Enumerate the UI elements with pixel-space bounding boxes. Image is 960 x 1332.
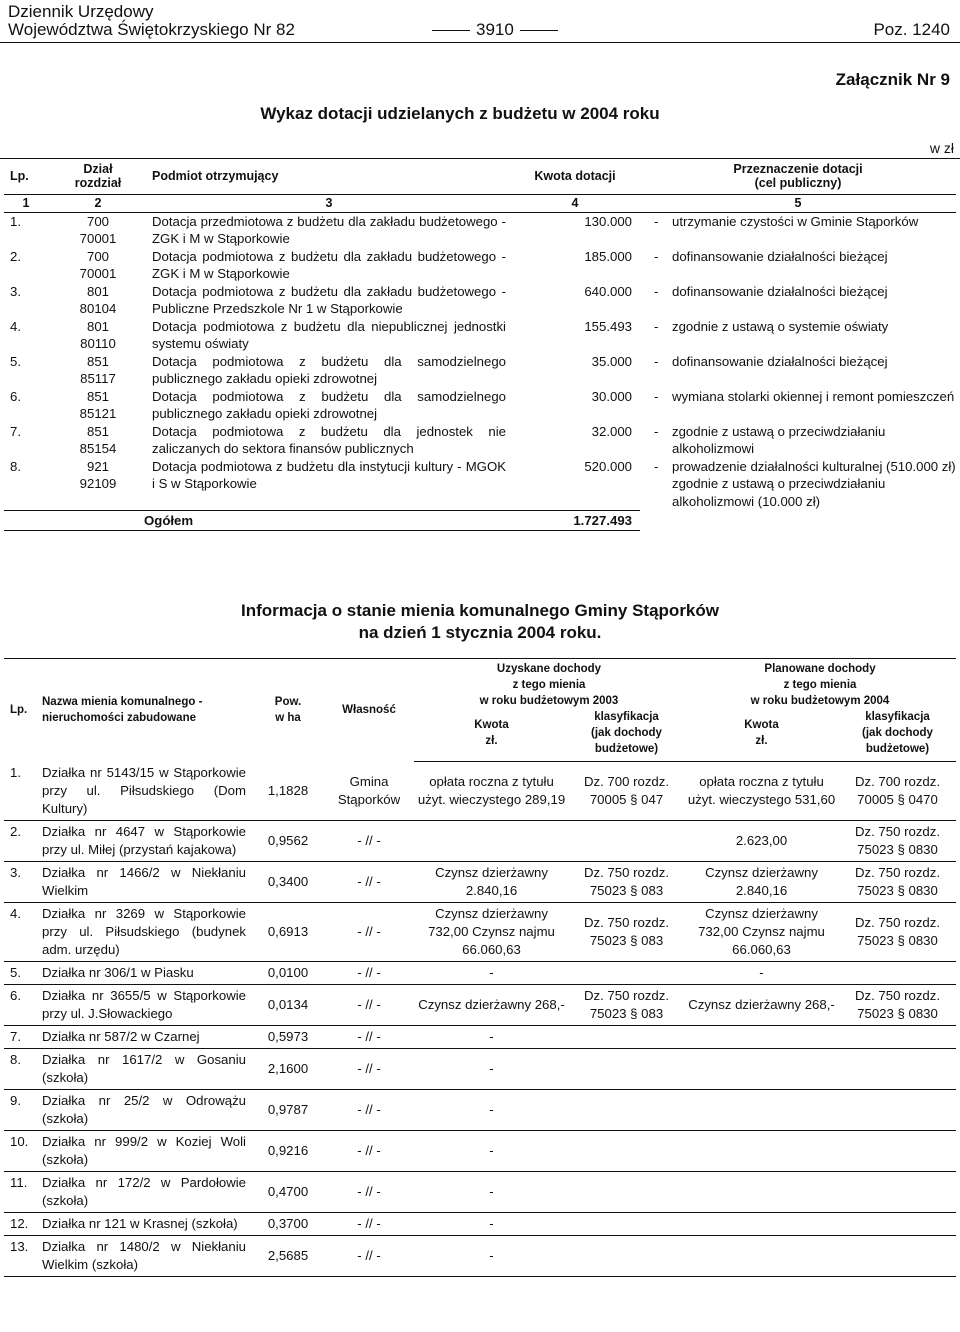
- property-ownership: - // -: [357, 1028, 381, 1044]
- property-class-2004: Dz. 750 rozdz. 75023 § 0830: [854, 864, 941, 898]
- grant-rozdzial-code: 85121: [79, 406, 117, 421]
- property-class-2003: Dz. 700 rozdz. 70005 § 047: [583, 773, 670, 807]
- grant-dzial: [48, 283, 148, 318]
- property-row: [4, 1089, 956, 1130]
- col2-p-kwota-line1: Kwota: [744, 719, 779, 731]
- grant-row: [4, 388, 956, 423]
- grant-podmiot: Dotacja podmiotowa z budżetu dla zakładu budżetowego - Publiczne Przedszkole Nr 1 w Stąporkowie: [152, 283, 506, 316]
- grant-podmiot: Dotacja przedmiotowa z budżetu dla zakładu budżetowego - ZGK i M w Stąporkowie: [152, 213, 506, 246]
- grant-rozdzial-code: 85117: [80, 371, 116, 386]
- col2-plan-line2: z tego mienia: [783, 679, 857, 691]
- property-class-2004: [839, 1048, 956, 1089]
- grant-lp: 5.: [10, 353, 21, 369]
- col2-nazwa-line2: nieruchomości zabudowane: [42, 712, 196, 725]
- grant-dzial: [48, 212, 148, 248]
- grant-cel-text: prowadzenie działalności kulturalnej (510.000 zł) zgodnie z ustawą o przeciwdziałaniu alkoholizmowi (10.000 zł): [672, 458, 956, 509]
- grant-cel-text: dofinansowanie działalności bieżącej: [672, 353, 888, 369]
- col-przezn-line1: Przeznaczenie dotacji: [733, 161, 863, 176]
- property-class-2003: Dz. 750 rozdz. 75023 § 083: [583, 987, 670, 1021]
- property-name: Działka nr 121 w Krasnej (szkoła): [42, 1215, 238, 1231]
- grant-podmiot: Dotacja podmiotowa z budżetu dla jednostek nie zaliczanych do sektora finansów publicznych: [152, 423, 506, 456]
- property-income-2004: -: [759, 964, 764, 980]
- grants-header-row: [4, 158, 956, 194]
- grant-cel-item: [654, 213, 956, 231]
- grants-table: [4, 158, 956, 531]
- grants-total-row: [4, 510, 956, 530]
- grant-cel-item: [654, 423, 956, 458]
- col2-pow: [252, 659, 324, 762]
- grant-dzial-code: 851: [86, 388, 109, 404]
- property-lp: 9.: [10, 1092, 21, 1108]
- property-lp: 6.: [10, 987, 21, 1003]
- grant-lp: 7.: [10, 423, 21, 439]
- property-ownership: - // -: [357, 923, 381, 939]
- property-class-2003: Dz. 750 rozdz. 75023 § 083: [583, 864, 670, 898]
- grant-row: [4, 318, 956, 353]
- grant-dzial-code: 851: [86, 353, 109, 369]
- property-lp: 5.: [10, 964, 21, 980]
- property-title-line2: na dzień 1 stycznia 2004 roku.: [358, 623, 602, 642]
- property-row: [4, 1048, 956, 1089]
- property-class-2003: [569, 1089, 684, 1130]
- grant-cel-dash: -: [654, 423, 659, 439]
- property-lp: 7.: [10, 1028, 21, 1044]
- grant-cel-item: [654, 318, 956, 336]
- property-area: 0,3400: [267, 873, 309, 889]
- grant-row: [4, 212, 956, 248]
- currency-note: w zł: [929, 140, 954, 156]
- grant-cel-text: dofinansowanie działalności bieżącej: [672, 283, 888, 299]
- grant-kwota: 155.493: [584, 318, 632, 334]
- grant-cel-dash: -: [654, 458, 659, 474]
- property-class-2004: Dz. 700 rozdz. 70005 § 0470: [854, 773, 941, 807]
- property-lp: 8.: [10, 1051, 21, 1067]
- property-ownership: - // -: [357, 1060, 381, 1076]
- property-title: [0, 600, 960, 644]
- property-income-2003: Czynsz dzierżawny 732,00 Czynsz najmu 66.060,63: [428, 905, 555, 957]
- col2-pow-line2: w ha: [275, 712, 301, 725]
- property-ownership: - // -: [357, 1101, 381, 1117]
- property-income-2003: opłata roczna z tytułu użyt. wieczystego 289,19: [417, 773, 566, 807]
- grant-cel: [640, 212, 956, 248]
- property-name: Działka nr 1466/2 w Niekłaniu Wielkim: [42, 864, 246, 898]
- col2-p-klas: [839, 709, 956, 762]
- property-class-2003: [569, 820, 684, 861]
- property-name: Działka nr 999/2 w Koziej Woli (szkoła): [42, 1133, 246, 1167]
- property-income-2003: [414, 820, 569, 861]
- property-lp: 4.: [10, 905, 21, 921]
- col2-uzysk-line1: Uzyskane dochody: [496, 663, 602, 675]
- grant-cel: [640, 318, 956, 353]
- grant-dzial-code: 801: [86, 283, 109, 299]
- col2-plan-line1: Planowane dochody: [764, 663, 876, 675]
- property-income-2004: Czynsz dzierżawny 268,-: [688, 996, 835, 1012]
- grants-colnum-row: [4, 194, 956, 212]
- property-income-2003: -: [489, 1060, 494, 1076]
- property-name: Działka nr 3269 w Stąporkowie przy ul. Piłsudskiego (budynek adm. urzędu): [42, 905, 246, 957]
- property-area: 0,6913: [267, 923, 309, 939]
- col2-nazwa-line1: Nazwa mienia komunalnego -: [42, 696, 203, 709]
- grant-dzial-code: 801: [86, 318, 109, 334]
- col2-uzysk-line3: w roku budżetowym 2003: [479, 695, 619, 707]
- property-class-2004: Dz. 750 rozdz. 75023 § 0830: [854, 823, 941, 857]
- property-class-2004: [839, 1025, 956, 1048]
- property-class-2004: Dz. 750 rozdz. 75023 § 0830: [854, 987, 941, 1021]
- property-income-2003: -: [489, 1215, 494, 1231]
- property-area: 0,9562: [267, 832, 309, 848]
- property-row: [4, 1171, 956, 1212]
- property-ownership: - // -: [357, 1247, 381, 1263]
- property-area: 0,5973: [267, 1028, 309, 1044]
- property-row: [4, 861, 956, 902]
- colnum-5: 5: [640, 194, 956, 212]
- col2-plan-line3: w roku budżetowym 2004: [750, 695, 890, 707]
- property-area: 0,9216: [267, 1142, 309, 1158]
- grant-cel-dash: -: [654, 353, 659, 369]
- col2-p-klas-line1: klasyfikacja: [865, 711, 930, 723]
- property-lp: 3.: [10, 864, 21, 880]
- col2-planowane: [684, 659, 956, 710]
- grant-cel-dash: -: [654, 248, 659, 264]
- grant-cel-item: [654, 353, 956, 371]
- grant-kwota: 32.000: [591, 423, 632, 439]
- property-income-2004: [684, 1212, 839, 1235]
- col2-u-kwota-line2: zł.: [485, 735, 498, 747]
- property-class-2003: Dz. 750 rozdz. 75023 § 083: [583, 914, 670, 948]
- dash-decoration: [432, 30, 470, 31]
- property-name: Działka nr 306/1 w Piasku: [42, 964, 194, 980]
- grant-cel: [640, 423, 956, 458]
- col2-p-klas-line3: budżetowe): [865, 743, 930, 755]
- property-lp: 11.: [10, 1174, 28, 1190]
- colnum-4: 4: [510, 194, 640, 212]
- property-income-2003: -: [489, 1247, 494, 1263]
- property-name: Działka nr 587/2 w Czarnej: [42, 1028, 200, 1044]
- property-area: 0,0100: [267, 964, 309, 980]
- grant-row: [4, 423, 956, 458]
- grant-row: [4, 353, 956, 388]
- property-area: 1,1828: [267, 782, 309, 798]
- grant-cel-item: [654, 283, 956, 301]
- grant-cel: [640, 458, 956, 511]
- property-row: [4, 1235, 956, 1276]
- property-class-2004: [839, 1089, 956, 1130]
- voivodeship-issue: Województwa Świętokrzyskiego Nr 82: [8, 20, 295, 39]
- property-ownership: - // -: [357, 1142, 381, 1158]
- grant-dzial: [48, 388, 148, 423]
- grant-rozdzial-code: 70001: [79, 266, 117, 281]
- col-przezn-line2: (cel publiczny): [754, 175, 842, 190]
- property-row: [4, 961, 956, 984]
- dash-decoration: [520, 30, 558, 31]
- property-row: [4, 902, 956, 961]
- property-row: [4, 762, 956, 821]
- grant-cel-text: zgodnie z ustawą o systemie oświaty: [672, 318, 889, 334]
- property-income-2004: [684, 1235, 839, 1276]
- grant-lp: 4.: [10, 318, 21, 334]
- property-ownership: - // -: [357, 1215, 381, 1231]
- property-row: [4, 820, 956, 861]
- property-row: [4, 1130, 956, 1171]
- header-rule: [0, 42, 960, 43]
- grant-cel: [640, 283, 956, 318]
- col2-u-kwota: [414, 709, 569, 762]
- grant-dzial: [48, 423, 148, 458]
- grant-podmiot: Dotacja podmiotowa z budżetu dla instytucji kultury - MGOK i S w Stąporkowie: [152, 458, 506, 491]
- property-income-2004: Czynsz dzierżawny 2.840,16: [705, 864, 818, 898]
- grant-podmiot: Dotacja podmiotowa z budżetu dla samodzielnego publicznego zakładu opieki zdrowotnej: [152, 388, 506, 421]
- grant-cel-text: dofinansowanie działalności bieżącej: [672, 248, 888, 264]
- property-lp: 1.: [10, 764, 21, 780]
- property-row: [4, 1025, 956, 1048]
- property-name: Działka nr 3655/5 w Stąporkowie przy ul. J.Słowackiego: [42, 987, 246, 1021]
- grant-cel-item: [654, 388, 956, 406]
- total-value: 1.727.493: [510, 510, 640, 530]
- property-name: Działka nr 1480/2 w Niekłaniu Wielkim (szkoła): [42, 1238, 246, 1272]
- property-ownership: - // -: [357, 996, 381, 1012]
- property-income-2004: [684, 1025, 839, 1048]
- grant-dzial: [48, 318, 148, 353]
- grant-dzial: [48, 458, 148, 511]
- annex-title: Załącznik Nr 9: [835, 70, 950, 89]
- property-title-line1: Informacja o stanie mienia komunalnego Gminy Stąporków: [241, 601, 719, 620]
- grant-dzial-code: 851: [86, 423, 109, 439]
- grant-kwota: 640.000: [584, 283, 632, 299]
- property-class-2004: [839, 1235, 956, 1276]
- property-name: Działka nr 25/2 w Odrowążu (szkoła): [42, 1092, 246, 1126]
- grant-rozdzial-code: 85154: [79, 441, 117, 456]
- property-income-2004: [684, 1089, 839, 1130]
- property-income-2003: -: [489, 1101, 494, 1117]
- grant-row: [4, 458, 956, 511]
- property-income-2003: -: [489, 1183, 494, 1199]
- property-class-2004: [839, 1130, 956, 1171]
- grant-podmiot: Dotacja podmiotowa z budżetu dla niepublicznej jednostki systemu oświaty: [152, 318, 506, 351]
- col-podmiot: Podmiot otrzymujący: [148, 158, 510, 194]
- grant-cel-text: utrzymanie czystości w Gminie Stąporków: [672, 213, 919, 229]
- property-row: [4, 1212, 956, 1235]
- col2-p-kwota-line2: zł.: [755, 735, 768, 747]
- grant-cel-text: zgodnie z ustawą o przeciwdziałaniu alkoholizmowi: [672, 423, 886, 456]
- property-income-2004: opłata roczna z tytułu użyt. wieczystego 531,60: [687, 773, 836, 807]
- col2-p-kwota: [684, 709, 839, 762]
- grant-row: [4, 248, 956, 283]
- grant-dzial: [48, 248, 148, 283]
- grant-podmiot: Dotacja podmiotowa z budżetu dla samodzielnego publicznego zakładu opieki zdrowotnej: [152, 353, 506, 386]
- grant-lp: 8.: [10, 458, 21, 474]
- grant-dzial-code: 921: [86, 458, 109, 474]
- property-area: 2,1600: [267, 1060, 309, 1076]
- total-label: Ogółem: [4, 510, 510, 530]
- col2-uzyskane: [414, 659, 684, 710]
- grant-cel: [640, 388, 956, 423]
- property-row: [4, 984, 956, 1025]
- grant-kwota: 130.000: [584, 213, 632, 229]
- property-area: 0,3700: [267, 1215, 309, 1231]
- col2-p-klas-line2: (jak dochody: [862, 727, 933, 739]
- col-dzial-line2: rozdział: [74, 175, 122, 190]
- grants-title: Wykaz dotacji udzielanych z budżetu w 2004 roku: [260, 104, 660, 123]
- grant-dzial-code: 700: [86, 213, 109, 229]
- property-class-2004: [839, 1212, 956, 1235]
- property-income-2004: [684, 1130, 839, 1171]
- property-income-2003: -: [489, 964, 494, 980]
- property-lp: 13.: [10, 1238, 29, 1254]
- grant-lp: 2.: [10, 248, 21, 264]
- grant-rozdzial-code: 80104: [79, 301, 117, 316]
- page-number-text: 3910: [476, 20, 514, 39]
- grant-cel-dash: -: [654, 388, 659, 404]
- col2-u-klas-line1: klasyfikacja: [594, 711, 659, 723]
- col2-nazwa: [42, 659, 252, 762]
- property-name: Działka nr 1617/2 w Gosaniu (szkoła): [42, 1051, 246, 1085]
- property-area: 0,9787: [267, 1101, 309, 1117]
- grant-lp: 6.: [10, 388, 21, 404]
- colnum-2: 2: [48, 194, 148, 212]
- col2-lp: Lp.: [4, 659, 42, 762]
- grant-kwota: 30.000: [591, 388, 632, 404]
- grant-dzial-code: 700: [86, 248, 109, 264]
- property-lp: 12.: [10, 1215, 29, 1231]
- property-ownership: - // -: [357, 1183, 381, 1199]
- grant-cel-item: [654, 248, 956, 266]
- col2-u-klas: [569, 709, 684, 762]
- grant-cel-dash: -: [654, 283, 659, 299]
- col-lp: Lp.: [4, 158, 48, 194]
- property-class-2003: [569, 961, 684, 984]
- property-class-2004: Dz. 750 rozdz. 75023 § 0830: [854, 914, 941, 948]
- property-name: Działka nr 172/2 w Pardołowie (szkoła): [42, 1174, 246, 1208]
- property-area: 0,0134: [267, 996, 309, 1012]
- property-area: 0,4700: [267, 1183, 309, 1199]
- property-income-2003: Czynsz dzierżawny 268,-: [418, 996, 565, 1012]
- grant-rozdzial-code: 92109: [79, 476, 117, 491]
- property-name: Działka nr 5143/15 w Stąporkowie przy ul. Piłsudskiego (Dom Kultury): [42, 764, 246, 816]
- col2-wlasnosc: Własność: [324, 659, 414, 762]
- grant-kwota: 520.000: [584, 458, 632, 474]
- property-income-2004: [684, 1048, 839, 1089]
- grant-cel: [640, 248, 956, 283]
- property-income-2004: 2.623,00: [735, 832, 788, 848]
- grant-dzial: [48, 353, 148, 388]
- grant-row: [4, 283, 956, 318]
- col-dzial-line1: Dział: [83, 161, 113, 176]
- page-number: [432, 20, 558, 40]
- col-przeznaczenie: [640, 158, 956, 194]
- col2-uzysk-line2: z tego mienia: [512, 679, 586, 691]
- property-income-2003: Czynsz dzierżawny 2.840,16: [435, 864, 548, 898]
- property-table: [4, 658, 956, 1277]
- property-class-2003: [569, 1130, 684, 1171]
- grant-lp: 1.: [10, 213, 21, 229]
- grant-cel-dash: -: [654, 318, 659, 334]
- property-ownership: Gmina Stąporków: [337, 773, 401, 807]
- property-class-2003: [569, 1171, 684, 1212]
- property-class-2004: [839, 961, 956, 984]
- grant-podmiot: Dotacja podmiotowa z budżetu dla zakładu budżetowego - ZGK i M w Stąporkowie: [152, 248, 506, 281]
- property-ownership: - // -: [357, 964, 381, 980]
- col-kwota: Kwota dotacji: [510, 158, 640, 194]
- property-name: Działka nr 4647 w Stąporkowie przy ul. Miłej (przystań kajakowa): [42, 823, 246, 857]
- grant-rozdzial-code: 70001: [79, 231, 117, 246]
- colnum-1: 1: [4, 194, 48, 212]
- grant-lp: 3.: [10, 283, 21, 299]
- property-class-2003: [569, 1212, 684, 1235]
- position-number: Poz. 1240: [873, 20, 950, 39]
- col-dzial: [48, 158, 148, 194]
- col2-pow-line1: Pow.: [274, 696, 302, 709]
- property-income-2003: -: [489, 1142, 494, 1158]
- property-class-2003: [569, 1048, 684, 1089]
- journal-name: Dziennik Urzędowy: [8, 2, 154, 21]
- grant-cel-text: wymiana stolarki okiennej i remont pomieszczeń: [672, 388, 955, 404]
- grant-kwota: 185.000: [584, 248, 632, 264]
- grant-cel-dash: -: [654, 213, 659, 229]
- property-class-2003: [569, 1235, 684, 1276]
- property-ownership: - // -: [357, 873, 381, 889]
- property-lp: 10.: [10, 1133, 29, 1149]
- col2-u-klas-line3: budżetowe): [594, 743, 659, 755]
- property-class-2004: [839, 1171, 956, 1212]
- property-area: 2,5685: [267, 1247, 309, 1263]
- property-income-2004: Czynsz dzierżawny 732,00 Czynsz najmu 66.060,63: [698, 905, 825, 957]
- property-lp: 2.: [10, 823, 21, 839]
- property-header-row: [4, 659, 956, 710]
- grant-cel-item: [654, 458, 956, 511]
- grant-cel: [640, 353, 956, 388]
- grant-kwota: 35.000: [591, 353, 632, 369]
- property-class-2003: [569, 1025, 684, 1048]
- total-empty: [640, 510, 956, 530]
- property-ownership: - // -: [357, 832, 381, 848]
- col2-u-kwota-line1: Kwota: [474, 719, 509, 731]
- col2-u-klas-line2: (jak dochody: [591, 727, 662, 739]
- grant-rozdzial-code: 80110: [80, 336, 116, 351]
- colnum-3: 3: [148, 194, 510, 212]
- property-income-2004: [684, 1171, 839, 1212]
- property-income-2003: -: [489, 1028, 494, 1044]
